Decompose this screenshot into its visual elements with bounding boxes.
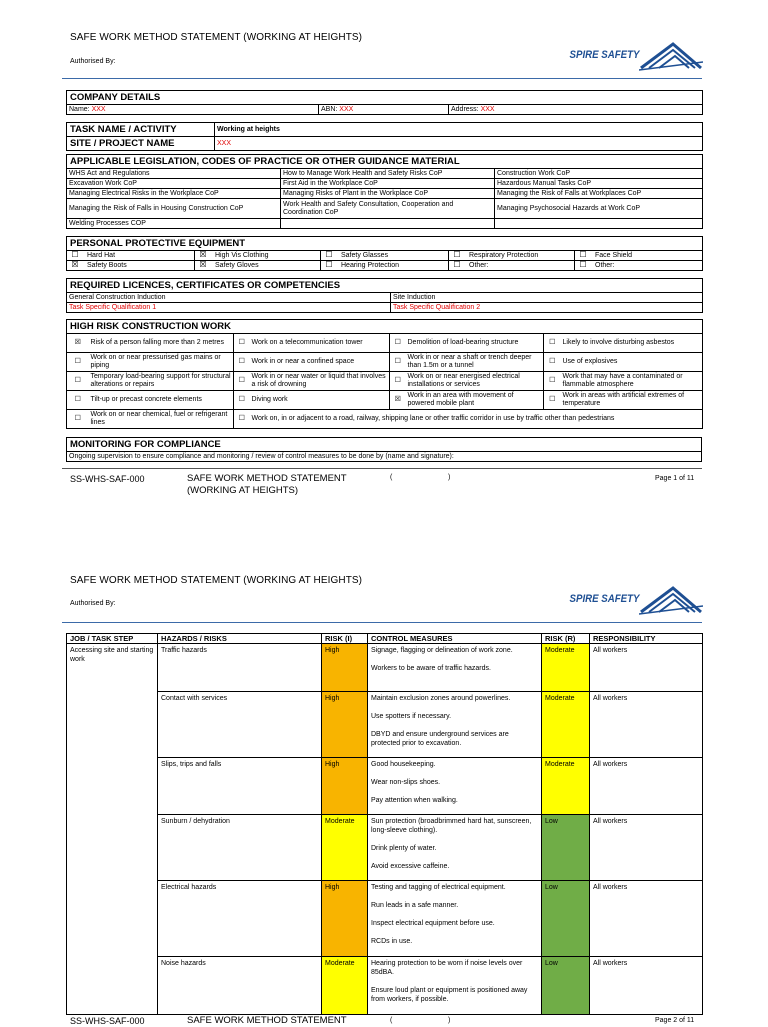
footer-paren-close-2: ) — [448, 1017, 451, 1024]
ppe-item-label: Face Shield — [595, 252, 632, 259]
checkbox-icon[interactable]: ☒ — [67, 334, 89, 353]
risk-table — [66, 633, 703, 1015]
monitoring-table — [66, 437, 702, 462]
company-logo — [560, 38, 703, 72]
risk-residual-cell: Moderate — [542, 692, 590, 758]
table-row — [67, 881, 703, 957]
responsibility-cell: All workers — [590, 644, 703, 692]
task-name-value: Working at heights — [215, 123, 703, 137]
legislation-item: Welding Processes COP — [67, 219, 281, 229]
legislation-item: WHS Act and Regulations — [67, 169, 281, 179]
hazard-cell: Contact with services — [158, 692, 322, 758]
risk-initial-cell: High — [322, 881, 368, 957]
ppe-item-label: Other: — [595, 262, 615, 269]
site-name-value: XXX — [215, 137, 703, 151]
risk-residual-cell: Moderate — [542, 644, 590, 692]
column-header: RISK (R) — [542, 634, 590, 644]
authorised-by-label-2: Authorised By: — [70, 600, 116, 607]
licences-heading: REQUIRED LICENCES, CERTIFICATES OR COMPETENCIES — [67, 279, 703, 293]
control-measures-cell — [368, 758, 542, 815]
monitoring-text: Ongoing supervision to ensure compliance and monitoring / review of control measures to be done by (name and signature): — [67, 452, 702, 462]
logo-text: SPIRE SAFETY — [569, 49, 640, 61]
checkbox-icon[interactable]: ☐ — [544, 353, 561, 372]
licence-item: General Construction Induction — [67, 293, 391, 303]
checkbox-icon[interactable]: ☐ — [67, 410, 89, 429]
company-details-table — [66, 90, 703, 115]
control-measure: Wear non-slips shoes. — [371, 779, 441, 786]
risk-initial-cell: Moderate — [322, 815, 368, 881]
checkbox-icon[interactable]: ☐ — [390, 372, 406, 391]
column-header: RESPONSIBILITY — [590, 634, 703, 644]
hrcw-item-label: Work on or near chemical, fuel or refrigerant lines — [89, 410, 234, 429]
control-measure: Ensure loud plant or equipment is positioned away from workers, if possible. — [371, 987, 528, 1003]
legislation-item: Construction Work CoP — [495, 169, 703, 179]
hazard-cell: Slips, trips and falls — [158, 758, 322, 815]
company-details-heading: COMPANY DETAILS — [67, 91, 703, 105]
legislation-item: Managing the Risk of Falls at Workplaces CoP — [495, 189, 703, 199]
ppe-table — [66, 236, 703, 271]
legislation-item — [281, 219, 495, 229]
legislation-heading: APPLICABLE LEGISLATION, CODES OF PRACTICE OR OTHER GUIDANCE MATERIAL — [67, 155, 703, 169]
hrcw-item-label: Work on or near energised electrical installations or services — [406, 372, 544, 391]
abn-value: XXX — [339, 105, 354, 113]
table-row — [67, 644, 703, 692]
header-rule — [62, 78, 702, 79]
column-header: CONTROL MEASURES — [368, 634, 542, 644]
checkbox-icon[interactable]: ☐ — [325, 250, 333, 259]
mountain-logo-icon — [639, 38, 703, 72]
control-measure: Sun protection (broadbrimmed hard hat, sunscreen, long-sleeve clothing). — [371, 818, 532, 834]
legislation-table — [66, 154, 703, 229]
hazard-cell: Noise hazards — [158, 957, 322, 1015]
responsibility-cell: All workers — [590, 692, 703, 758]
checkbox-icon[interactable]: ☐ — [67, 353, 89, 372]
checkbox-icon[interactable]: ☒ — [390, 391, 406, 410]
hrcw-item-label: Diving work — [250, 391, 390, 410]
control-measures-cell — [368, 957, 542, 1015]
footer-paren-close: ) — [448, 474, 451, 481]
risk-residual-cell: Low — [542, 957, 590, 1015]
ppe-item-label: Hard Hat — [87, 252, 116, 259]
checkbox-icon[interactable]: ☐ — [71, 250, 79, 259]
address-value: XXX — [480, 105, 495, 113]
hrcw-item-label: Risk of a person falling more than 2 metres — [89, 334, 234, 353]
logo-text-2: SPIRE SAFETY — [569, 593, 640, 605]
footer-doc-title: SAFE WORK METHOD STATEMENT (WORKING AT HEIGHTS) — [187, 473, 347, 496]
checkbox-icon[interactable]: ☐ — [544, 372, 561, 391]
hrcw-item-label: Work in areas with artificial extremes of temperature — [561, 391, 703, 410]
hrcw-item-label: Use of explosives — [561, 353, 703, 372]
hrcw-item-label: Demolition of load-bearing structure — [406, 334, 544, 353]
hazard-cell: Traffic hazards — [158, 644, 322, 692]
ppe-heading: PERSONAL PROTECTIVE EQUIPMENT — [67, 237, 703, 251]
checkbox-icon[interactable]: ☐ — [579, 260, 587, 269]
control-measure: Drink plenty of water. — [371, 845, 437, 852]
ppe-item[interactable] — [195, 261, 321, 271]
header-rule-2 — [62, 622, 702, 623]
company-name-cell: Name: XXX — [67, 105, 319, 115]
ppe-item-label: Safety Glasses — [341, 252, 389, 259]
checkbox-icon[interactable]: ☒ — [199, 260, 207, 269]
control-measure: Pay attention when walking. — [371, 797, 458, 804]
licences-table — [66, 278, 703, 313]
ppe-item-label: Hearing Protection — [341, 262, 399, 269]
checkbox-icon[interactable]: ☐ — [234, 372, 250, 391]
checkbox-icon[interactable]: ☐ — [67, 372, 89, 391]
table-row — [67, 815, 703, 881]
ppe-item[interactable] — [67, 261, 195, 271]
abn-cell: ABN: XXX — [319, 105, 449, 115]
checkbox-icon[interactable]: ☐ — [325, 260, 333, 269]
control-measure: Good housekeeping. — [371, 761, 436, 768]
hrcw-heading: HIGH RISK CONSTRUCTION WORK — [67, 320, 703, 334]
hrcw-item-label: Work in an area with movement of powered mobile plant — [406, 391, 544, 410]
control-measure: Workers to be aware of traffic hazards. — [371, 665, 491, 672]
footer-doc-code-2: SS-WHS-SAF-000 — [70, 1016, 145, 1026]
checkbox-icon[interactable]: ☐ — [234, 353, 250, 372]
risk-initial-cell: High — [322, 758, 368, 815]
risk-initial-cell: High — [322, 692, 368, 758]
footer-page-number-2: Page 2 of 11 — [655, 1017, 695, 1024]
checkbox-icon[interactable]: ☐ — [234, 391, 250, 410]
column-header: RISK (I) — [322, 634, 368, 644]
checkbox-icon[interactable]: ☐ — [390, 353, 406, 372]
control-measure: Avoid excessive caffeine. — [371, 863, 450, 870]
legislation-item: Managing Risks of Plant in the Workplace CoP — [281, 189, 495, 199]
ppe-item[interactable] — [195, 251, 321, 261]
control-measures-cell — [368, 881, 542, 957]
risk-residual-cell: Low — [542, 881, 590, 957]
footer-paren-open-2: ( — [390, 1017, 393, 1024]
footer-rule — [62, 468, 702, 469]
ppe-item[interactable] — [321, 251, 449, 261]
hazard-cell: Sunburn / dehydration — [158, 815, 322, 881]
legislation-item: How to Manage Work Health and Safety Risks CoP — [281, 169, 495, 179]
ppe-item-label: Safety Boots — [87, 262, 127, 269]
control-measure: Maintain exclusion zones around powerlines. — [371, 695, 511, 702]
hrcw-item-label: Work that may have a contaminated or flammable atmosphere — [561, 372, 703, 391]
ppe-item[interactable] — [67, 251, 195, 261]
footer-paren-open: ( — [390, 474, 393, 481]
ppe-item-label: High Vis Clothing — [215, 252, 269, 259]
control-measure: RCDs in use. — [371, 938, 413, 945]
checkbox-icon[interactable]: ☒ — [199, 250, 207, 259]
legislation-item: First Aid in the Workplace CoP — [281, 179, 495, 189]
hrcw-item-label: Work on a telecommunication tower — [250, 334, 390, 353]
risk-initial-cell: Moderate — [322, 957, 368, 1015]
hrcw-item-label: Work on or near pressurised gas mains or piping — [89, 353, 234, 372]
hrcw-item-label: Work in or near a shaft or trench deeper than 1.5m or a tunnel — [406, 353, 544, 372]
job-step-cell: Accessing site and starting work — [67, 644, 158, 1015]
footer-page-number: Page 1 of 11 — [655, 475, 695, 482]
hrcw-item-label: Tilt-up or precast concrete elements — [89, 391, 234, 410]
control-measure: Inspect electrical equipment before use. — [371, 920, 495, 927]
company-logo-2 — [560, 582, 703, 616]
checkbox-icon[interactable]: ☒ — [71, 260, 79, 269]
legislation-item: Managing Psychosocial Hazards at Work CoP — [495, 199, 703, 219]
ppe-item-label: Respiratory Protection — [469, 252, 539, 259]
ppe-item[interactable] — [449, 261, 575, 271]
footer-doc-title-2: SAFE WORK METHOD STATEMENT — [187, 1015, 347, 1026]
legislation-item: Excavation Work CoP — [67, 179, 281, 189]
hrcw-item-label: Work on, in or adjacent to a road, railway, shipping lane or other traffic corridor in use by traffic other than pedestrians — [250, 410, 703, 429]
task-name-label: TASK NAME / ACTIVITY — [67, 123, 215, 137]
checkbox-icon[interactable]: ☐ — [67, 391, 89, 410]
licence-item: Task Specific Qualification 1 — [67, 303, 391, 313]
mountain-logo-icon — [639, 582, 703, 616]
checkbox-icon[interactable]: ☐ — [390, 334, 406, 353]
monitoring-heading: MONITORING FOR COMPLIANCE — [67, 438, 702, 452]
ppe-item-label: Other: — [469, 262, 489, 269]
risk-initial-cell: High — [322, 644, 368, 692]
legislation-item — [495, 219, 703, 229]
hrcw-item-label: Work in or near water or liquid that involves a risk of drowning — [250, 372, 390, 391]
task-site-table — [66, 122, 703, 151]
control-measure: Use spotters if necessary. — [371, 713, 452, 720]
legislation-item: Hazardous Manual Tasks CoP — [495, 179, 703, 189]
column-header: JOB / TASK STEP — [67, 634, 158, 644]
control-measures-cell — [368, 692, 542, 758]
checkbox-icon[interactable]: ☐ — [234, 334, 250, 353]
site-name-label: SITE / PROJECT NAME — [67, 137, 215, 151]
ppe-item[interactable] — [575, 261, 703, 271]
hrcw-item-label: Temporary load-bearing support for structural alterations or repairs — [89, 372, 234, 391]
licence-item: Site Induction — [391, 293, 703, 303]
table-row — [67, 758, 703, 815]
ppe-item-label: Safety Gloves — [215, 262, 259, 269]
document-title-2: SAFE WORK METHOD STATEMENT (WORKING AT HEIGHTS) — [70, 575, 363, 586]
table-row — [67, 957, 703, 1015]
footer-doc-code: SS-WHS-SAF-000 — [70, 474, 145, 484]
control-measure: Testing and tagging of electrical equipment. — [371, 884, 506, 891]
responsibility-cell: All workers — [590, 881, 703, 957]
checkbox-icon[interactable]: ☐ — [453, 250, 461, 259]
checkbox-icon[interactable]: ☐ — [453, 260, 461, 269]
legislation-item: Managing the Risk of Falls in Housing Construction CoP — [67, 199, 281, 219]
control-measure: Run leads in a safe manner. — [371, 902, 459, 909]
control-measures-cell — [368, 644, 542, 692]
document-title: SAFE WORK METHOD STATEMENT (WORKING AT HEIGHTS) — [70, 32, 363, 43]
company-name-value: XXX — [91, 105, 106, 113]
authorised-by-label: Authorised By: — [70, 58, 116, 65]
hrcw-item-label: Likely to involve disturbing asbestos — [561, 334, 703, 353]
hrcw-item-label: Work in or near a confined space — [250, 353, 390, 372]
control-measure: Hearing protection to be worn if noise levels over 85dBA. — [371, 960, 523, 976]
ppe-item[interactable] — [575, 251, 703, 261]
checkbox-icon[interactable]: ☐ — [544, 334, 561, 353]
risk-residual-cell: Low — [542, 815, 590, 881]
risk-residual-cell: Moderate — [542, 758, 590, 815]
address-cell: Address: XXX — [449, 105, 703, 115]
responsibility-cell: All workers — [590, 815, 703, 881]
ppe-item[interactable] — [321, 261, 449, 271]
responsibility-cell: All workers — [590, 957, 703, 1015]
hrcw-table — [66, 319, 703, 429]
checkbox-icon[interactable]: ☐ — [544, 391, 561, 410]
checkbox-icon[interactable]: ☐ — [579, 250, 587, 259]
control-measures-cell — [368, 815, 542, 881]
column-header: HAZARDS / RISKS — [158, 634, 322, 644]
hazard-cell: Electrical hazards — [158, 881, 322, 957]
legislation-item: Managing Electrical Risks in the Workplace CoP — [67, 189, 281, 199]
responsibility-cell: All workers — [590, 758, 703, 815]
control-measure: DBYD and ensure underground services are protected prior to excavation. — [371, 731, 509, 747]
legislation-item: Work Health and Safety Consultation, Cooperation and Coordination CoP — [281, 199, 495, 219]
checkbox-icon[interactable]: ☐ — [234, 410, 250, 429]
control-measure: Signage, flagging or delineation of work zone. — [371, 647, 513, 654]
licence-item: Task Specific Qualification 2 — [391, 303, 703, 313]
ppe-item[interactable] — [449, 251, 575, 261]
table-row — [67, 692, 703, 758]
